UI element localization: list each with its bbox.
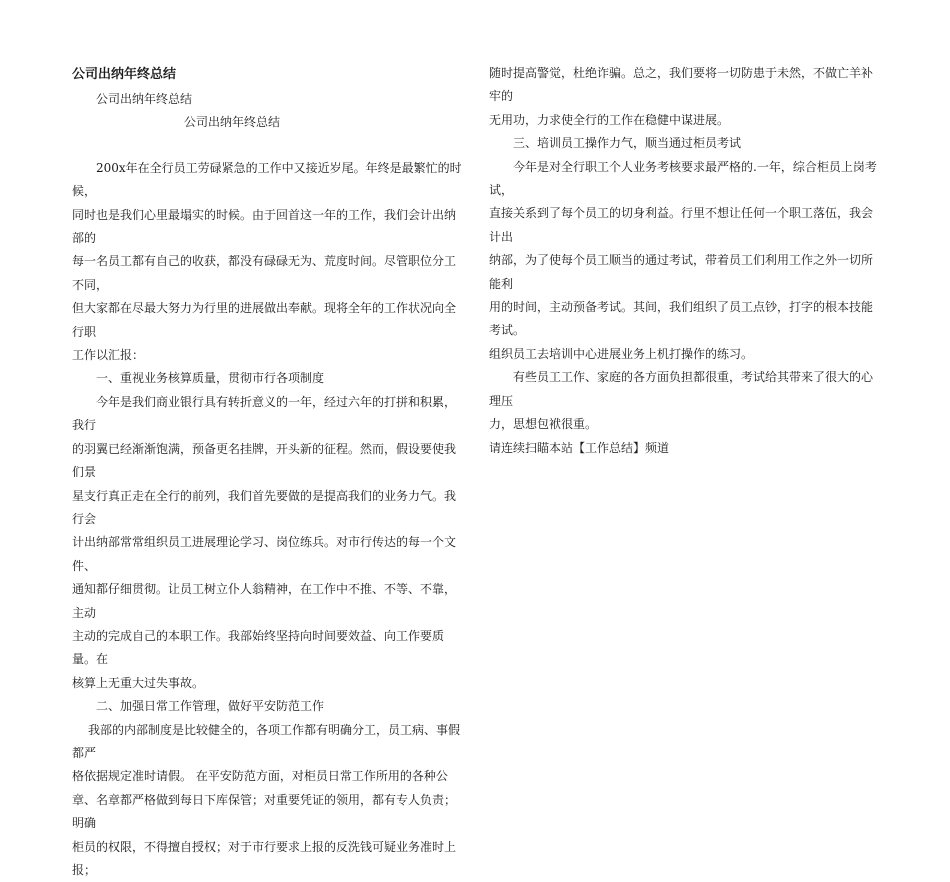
section-heading-1: 一、重视业务核算质量，贯彻市行各项制度: [96, 371, 325, 386]
paragraph-section-3: 今年是对全行职工个人业务考核要求最严格的.一年，综合柜员上岗考试， 直接关系到了每个员工的切身利益。行里不想让任何一个职工落伍，我会计出 纳部，为了使每个员工顺当的通过考试，带着员工们利用工作之外一切所能利 用的时间，主动预备考试。其间，我们组织了员工点钞，打字的根本技能考试。 组织员工去培训中心进展业务上机打操作的练习。: [489, 159, 877, 361]
document-subtitle: 公司出纳年终总结: [96, 92, 193, 106]
paragraph-section-2: 我部的内部制度是比较健全的，各项工作都有明确分工，员工病、事假都严 格依据规定准时请假。 在平安防范方面，对柜员日常工作所用的各种公 章、名章都严格做到每日下库保管；对重要凭证的领用，都有专人负责；明确 柜员的权限，不得擅自授权；对于市行要求上报的反洗钱可疑业务准时上报；: [72, 722, 461, 877]
paragraph-intro: 200x年在全行员工劳碌紧急的工作中又接近岁尾。年终是最繁忙的时候， 同时也是我们心里最塌实的时候。由于回首这一年的工作，我们会计出纳部的 每一名员工都有自己的收获，都没有碌碌无为、荒度时间。尽管职位分工不同， 但大家都在尽最大努力为行里的进展做出奉献。现将全年的工作状况向全行职 工作以汇报：: [72, 160, 462, 363]
right-column: [489, 62, 879, 460]
section-heading-2: 二、加强日常工作管理，做好平安防范工作: [96, 699, 325, 714]
footer-link-text[interactable]: 请连续扫瞄本站【工作总结】频道: [489, 440, 670, 455]
paragraph-section-3-closing: 有些员工工作、家庭的各方面负担都很重，考试给其带来了很大的心理压 力，思想包袱很重。: [489, 370, 874, 432]
paragraph-section-1: 今年是我们商业银行具有转折意义的一年，经过六年的打拼和积累，我行 的羽翼已经渐渐饱满，预备更名挂牌，开头新的征程。然而，假设要使我们景 星支行真正走在全行的前列，我们首先要做的是提高我们的业务力气。我行会 计出纳部常常组织员工进展理论学习、岗位练兵。对市行传达的每一个文件、 通知都仔细贯彻。让员工树立仆人翁精神，在工作中不推、不等、不靠，主动 主动的完成自己的本职工作。我部始终坚持向时间要效益、向工作要质量。在 核算上无重大过失事故。: [72, 394, 457, 690]
section-heading-3: 三、培训员工操作力气，顺当通过柜员考试: [513, 136, 742, 151]
document-title: 公司出纳年终总结: [72, 67, 177, 82]
paragraph-section-2-continued: 随时提高警觉，杜绝诈骗。总之，我们要将一切防患于未然，不做亡羊补牢的 无用功，力求使全行的工作在稳健中谋进展。: [489, 66, 874, 127]
left-column: [72, 64, 462, 882]
document-subtitle-centered: 公司出纳年终总结: [184, 115, 281, 130]
